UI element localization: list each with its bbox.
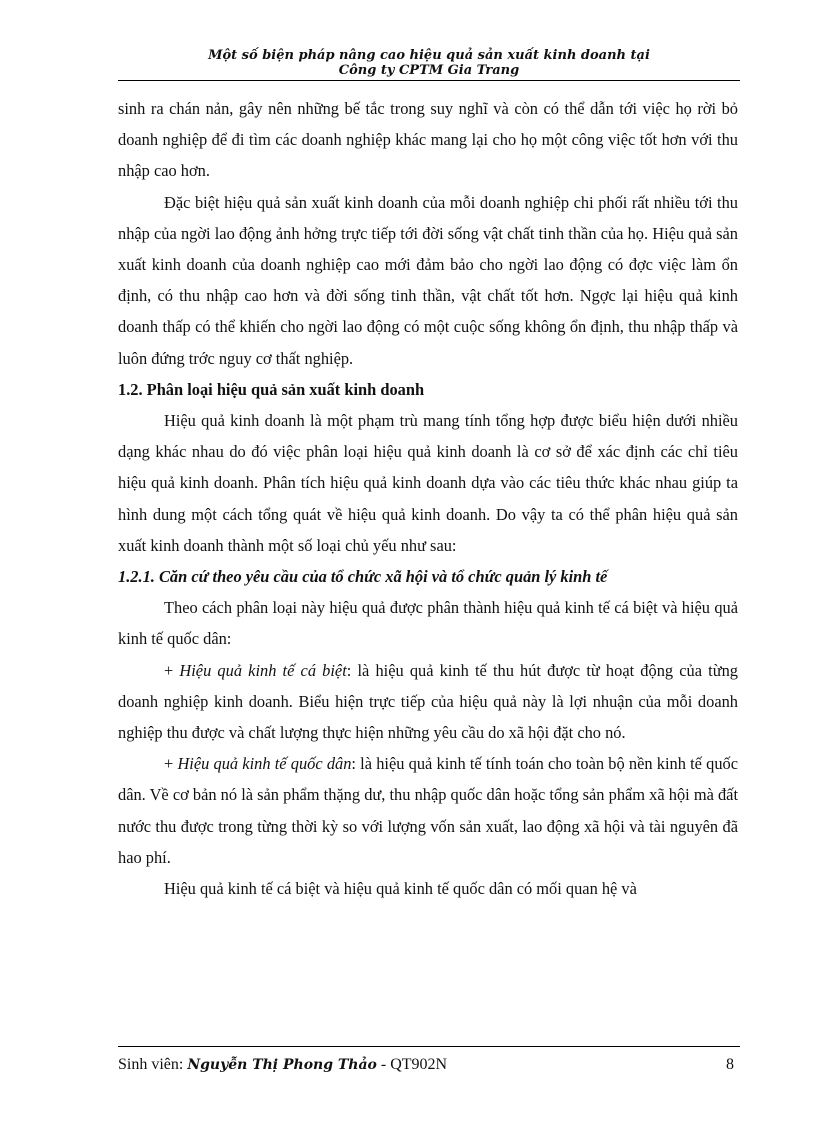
paragraph (118, 748, 738, 873)
paragraph: Hiệu quả kinh doanh là một phạm trù mang tính tổng hợp được biểu hiện dưới nhiều dạng khác nhau do đó việc phân loại hiệu quả kinh doanh là cơ sở để xác định các chỉ tiêu hiệu quả kinh doanh. Phân tích hiệu quả kinh doanh dựa vào các tiêu thức khác nhau giúp ta hình dung một cách tổng quát về hiệu quả kinh doanh. Do vậy ta có thể phân hiệu quả sản xuất kinh doanh thành một số loại chủ yếu như sau: (118, 411, 738, 555)
term-label: Hiệu quả kinh tế cá biệt (179, 660, 347, 680)
student-name: Nguyễn Thị Phong Thảo (187, 1057, 377, 1073)
page-number: 8 (726, 1056, 734, 1073)
section-heading: 1.2. Phân loại hiệu quả sản xuất kinh doanh (118, 379, 425, 399)
class-code: - QT902N (380, 1056, 448, 1073)
document-body (118, 93, 738, 904)
subsection-heading: 1.2.1. Căn cứ theo yêu cầu của tổ chức xã hội và tổ chức quản lý kinh tế (118, 567, 608, 587)
paragraph (118, 655, 738, 749)
page-footer (118, 1056, 740, 1074)
page-header (118, 48, 740, 78)
footer-label: Sinh viên: (118, 1056, 184, 1073)
paragraph: Theo cách phân loại này hiệu quả được phân thành hiệu quả kinh tế cá biệt và hiệu quả kinh tế quốc dân: (118, 598, 738, 649)
term-label: Hiệu quả kinh tế quốc dân (177, 754, 352, 774)
list-marker: + (164, 660, 180, 680)
list-marker: + (164, 754, 178, 774)
paragraph: Đặc biệt hiệu quả sản xuất kinh doanh của mỗi doanh nghiệp chi phối rất nhiều tới thu nhập của ngời lao động ảnh hởng trực tiếp tới đời sống vật chất tinh thần của họ. Hiệu quả sản xuất kinh doanh của doanh nghiệp cao mới đảm bảo cho ngời lao động có đợc việc làm ổn định, có thu nhập cao hơn và đời sống tinh thần, vật chất tốt hơn. Ngợc lại hiệu quả kinh doanh thấp có thể khiến cho ngời lao động có một cuộc sống không ổn định, thu nhập thấp và luôn đứng trớc nguy cơ thất nghiệp. (118, 192, 738, 368)
paragraph: Hiệu quả kinh tế cá biệt và hiệu quả kinh tế quốc dân có mối quan hệ và (164, 879, 637, 899)
footer-divider (118, 1046, 740, 1047)
term-definition: : là hiệu quả kinh tế tính toán cho toàn bộ nền kinh tế quốc dân. Về cơ bản nó là sản phẩm thặng dư, thu nhập quốc dân hoặc tổng sản phẩm xã hội mà đất nước thu được trong từng thời kỳ so với lượng vốn sản xuất, lao động xã hội và tài nguyên đã hao phí. (118, 754, 739, 867)
header-title-line2: Công ty CPTM Gia Trang (338, 63, 520, 78)
header-title-line1: Một số biện pháp nâng cao hiệu quả sản xuất kinh doanh tại (208, 48, 650, 63)
header-divider (118, 80, 740, 81)
paragraph: sinh ra chán nản, gây nên những bế tắc trong suy nghĩ và còn có thể dẫn tới việc họ rời bỏ doanh nghiệp để đi tìm các doanh nghiệp khác mang lại cho họ một công việc tốt hơn với thu nhập cao hơn. (118, 99, 738, 181)
term-definition: : là hiệu quả kinh tế thu hút được từ hoạt động của từng doanh nghiệp kinh doanh. Biểu hiện trực tiếp của hiệu quả này là lợi nhuận của mỗi doanh nghiệp thu được và chất lượng thực hiện những yêu cầu do xã hội đặt cho nó. (118, 660, 738, 743)
